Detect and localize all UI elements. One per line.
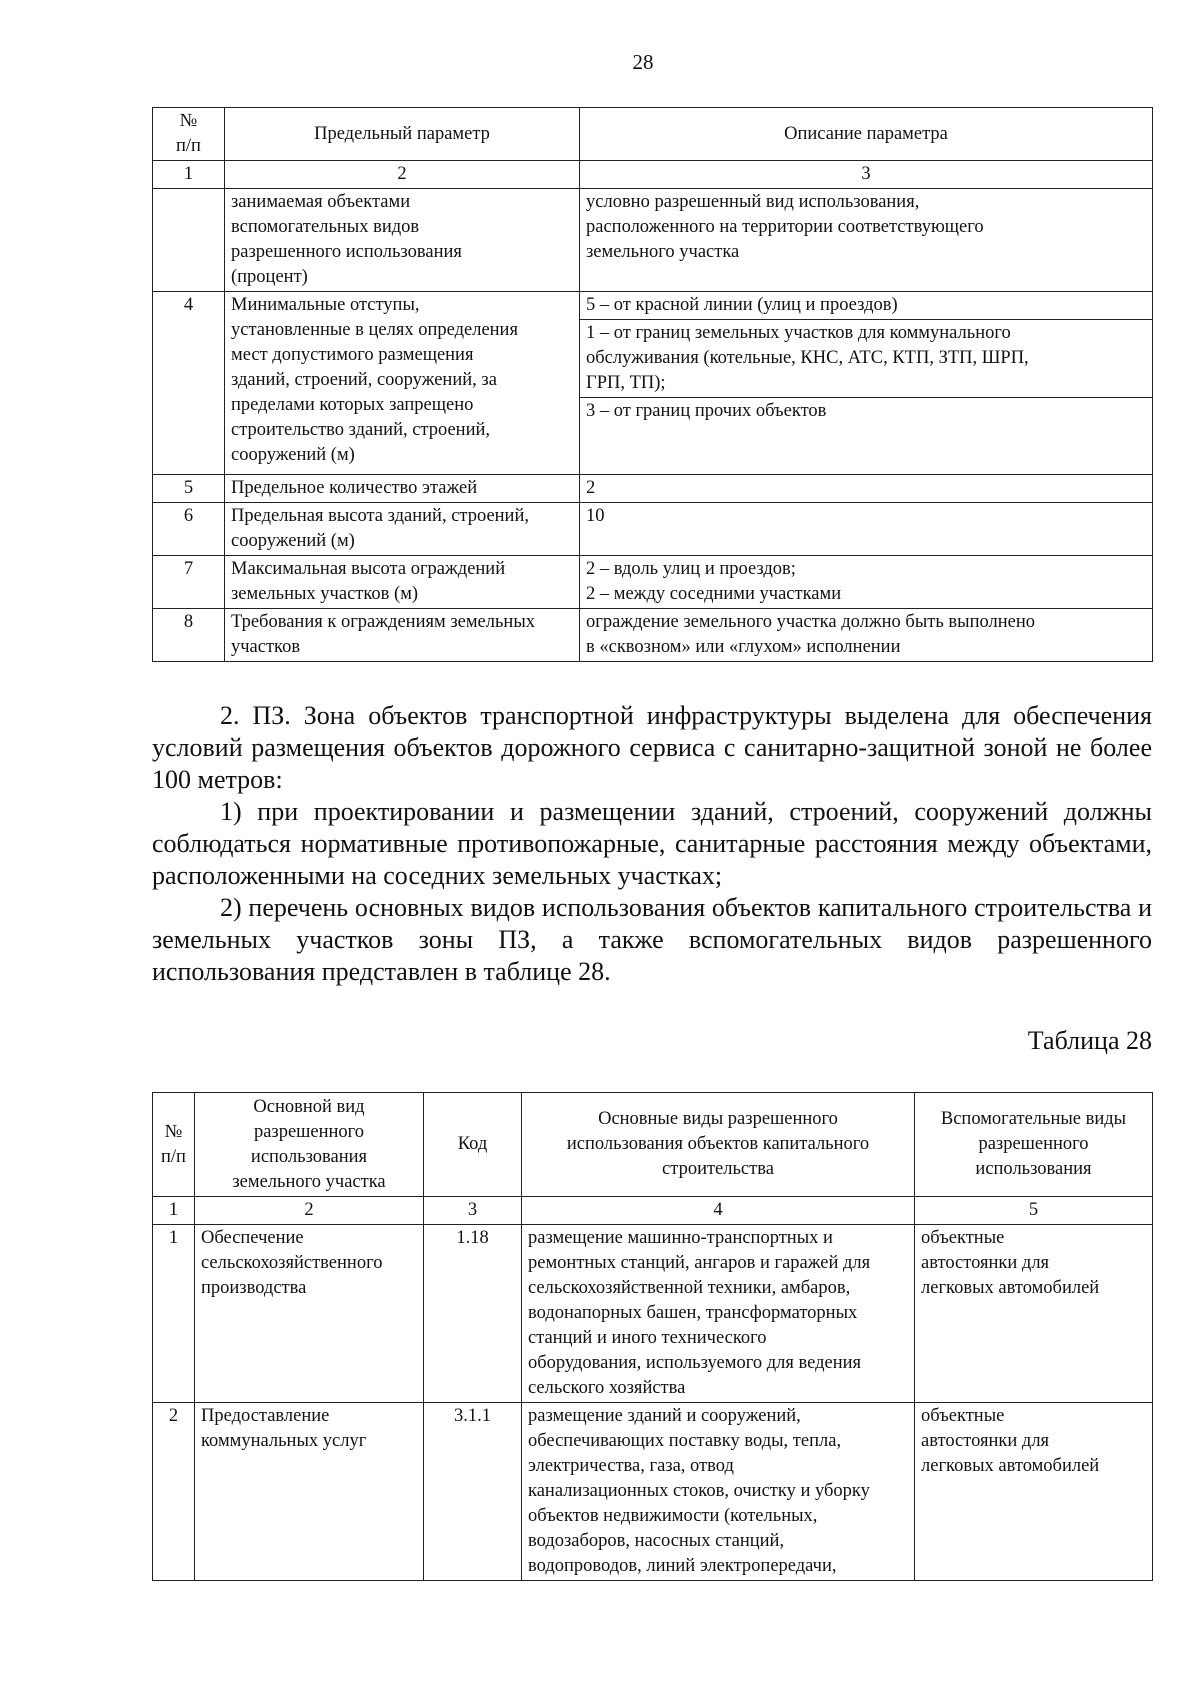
- row-number: 2: [153, 1403, 195, 1581]
- row-main-uses: размещение машинно-транспортных и ремонтных станций, ангаров и гаражей для сельскохозяйственной техники, амбаров, водонапорных башен, трансформаторных станций и иного технического оборудования, используемого для ведения сельского хозяйства: [522, 1225, 915, 1403]
- table-row: [153, 503, 1153, 556]
- header-number: № п/п: [153, 1093, 195, 1197]
- row-code: 1.18: [424, 1225, 522, 1403]
- row-param: Требования к ограждениям земельных участков: [225, 609, 580, 662]
- col-number: 2: [195, 1197, 424, 1225]
- row-number: 5: [153, 475, 225, 503]
- parameters-table: [152, 107, 1153, 662]
- row-aux-uses: объектные автостоянки для легковых автомобилей: [915, 1403, 1153, 1581]
- page-number: 28: [632, 50, 654, 74]
- row-param: Предельная высота зданий, строений, сооружений (м): [225, 503, 580, 556]
- col-number: 5: [915, 1197, 1153, 1225]
- row-param: занимаемая объектами вспомогательных видов разрешенного использования (процент): [225, 189, 580, 292]
- col-number: 2: [225, 161, 580, 189]
- row-kind: Предоставление коммунальных услуг: [195, 1403, 424, 1581]
- header-code: Код: [424, 1093, 522, 1197]
- row-description: 2 – вдоль улиц и проездов; 2 – между соседними участками: [580, 556, 1153, 609]
- header-number: № п/п: [153, 108, 225, 161]
- row-kind: Обеспечение сельскохозяйственного производства: [195, 1225, 424, 1403]
- col-number: 3: [424, 1197, 522, 1225]
- col-number: 4: [522, 1197, 915, 1225]
- body-text: [152, 700, 1152, 988]
- header-main-kind: Основной вид разрешенного использования земельного участка: [195, 1093, 424, 1197]
- row-param: Максимальная высота ограждений земельных участков (м): [225, 556, 580, 609]
- header-param: Предельный параметр: [225, 108, 580, 161]
- row-number: 7: [153, 556, 225, 609]
- paragraph: 1) при проектировании и размещении зданий, строений, сооружений должны соблюдаться нормативные противопожарные, санитарные расстояния между объектами, расположенными на соседних земельных участках;: [152, 797, 1152, 890]
- table-row: [153, 1225, 1153, 1403]
- description-part: 3 – от границ прочих объектов: [580, 397, 1152, 474]
- col-number: 1: [153, 161, 225, 189]
- header-aux-uses: Вспомогательные виды разрешенного использования: [915, 1093, 1153, 1197]
- col-number: 1: [153, 1197, 195, 1225]
- row-code: 3.1.1: [424, 1403, 522, 1581]
- row-param: Предельное количество этажей: [225, 475, 580, 503]
- row-description: [580, 292, 1153, 475]
- table-row: [153, 475, 1153, 503]
- column-number-row: [153, 1197, 1153, 1225]
- table-row: [153, 292, 1153, 475]
- header-main-uses: Основные виды разрешенного использования объектов капитального строительства: [522, 1093, 915, 1197]
- table-row: [153, 609, 1153, 662]
- row-number: [153, 189, 225, 292]
- col-number: 3: [580, 161, 1153, 189]
- row-description: условно разрешенный вид использования, расположенного на территории соответствующего земельного участка: [580, 189, 1153, 292]
- table-header-row: [153, 1093, 1153, 1197]
- header-description: Описание параметра: [580, 108, 1153, 161]
- row-number: 6: [153, 503, 225, 556]
- row-main-uses: размещение зданий и сооружений, обеспечивающих поставку воды, тепла, электричества, газа, отвод канализационных стоков, очистку и уборку объектов недвижимости (котельных, водозаборов, насосных станций, водопроводов, линий электропередачи,: [522, 1403, 915, 1581]
- row-number: 8: [153, 609, 225, 662]
- land-use-table: [152, 1092, 1153, 1581]
- description-part: 1 – от границ земельных участков для коммунального обслуживания (котельные, КНС, АТС, КТП, ЗТП, ШРП, ГРП, ТП);: [580, 319, 1152, 397]
- paragraph: 2. ПЗ. Зона объектов транспортной инфраструктуры выделена для обеспечения условий размещения объектов дорожного сервиса с санитарно-защитной зоной не более 100 метров:: [152, 701, 1152, 794]
- row-param: Минимальные отступы, установленные в целях определения мест допустимого размещения зданий, строений, сооружений, за пределами которых запрещено строительство зданий, строений, сооружений (м): [225, 292, 580, 475]
- column-number-row: [153, 161, 1153, 189]
- row-description: ограждение земельного участка должно быть выполнено в «сквозном» или «глухом» исполнении: [580, 609, 1153, 662]
- table-row: [153, 189, 1153, 292]
- row-aux-uses: объектные автостоянки для легковых автомобилей: [915, 1225, 1153, 1403]
- row-description: 2: [580, 475, 1153, 503]
- row-number: 4: [153, 292, 225, 475]
- row-description: 10: [580, 503, 1153, 556]
- paragraph: 2) перечень основных видов использования объектов капитального строительства и земельных участков зоны ПЗ, а также вспомогательных видов разрешенного использования представлен в таблице 28.: [152, 893, 1152, 986]
- description-part: 5 – от красной линии (улиц и проездов): [586, 295, 898, 315]
- table-row: [153, 556, 1153, 609]
- table-header-row: [153, 108, 1153, 161]
- table-row: [153, 1403, 1153, 1581]
- table-caption: Таблица 28: [1027, 1026, 1152, 1055]
- row-number: 1: [153, 1225, 195, 1403]
